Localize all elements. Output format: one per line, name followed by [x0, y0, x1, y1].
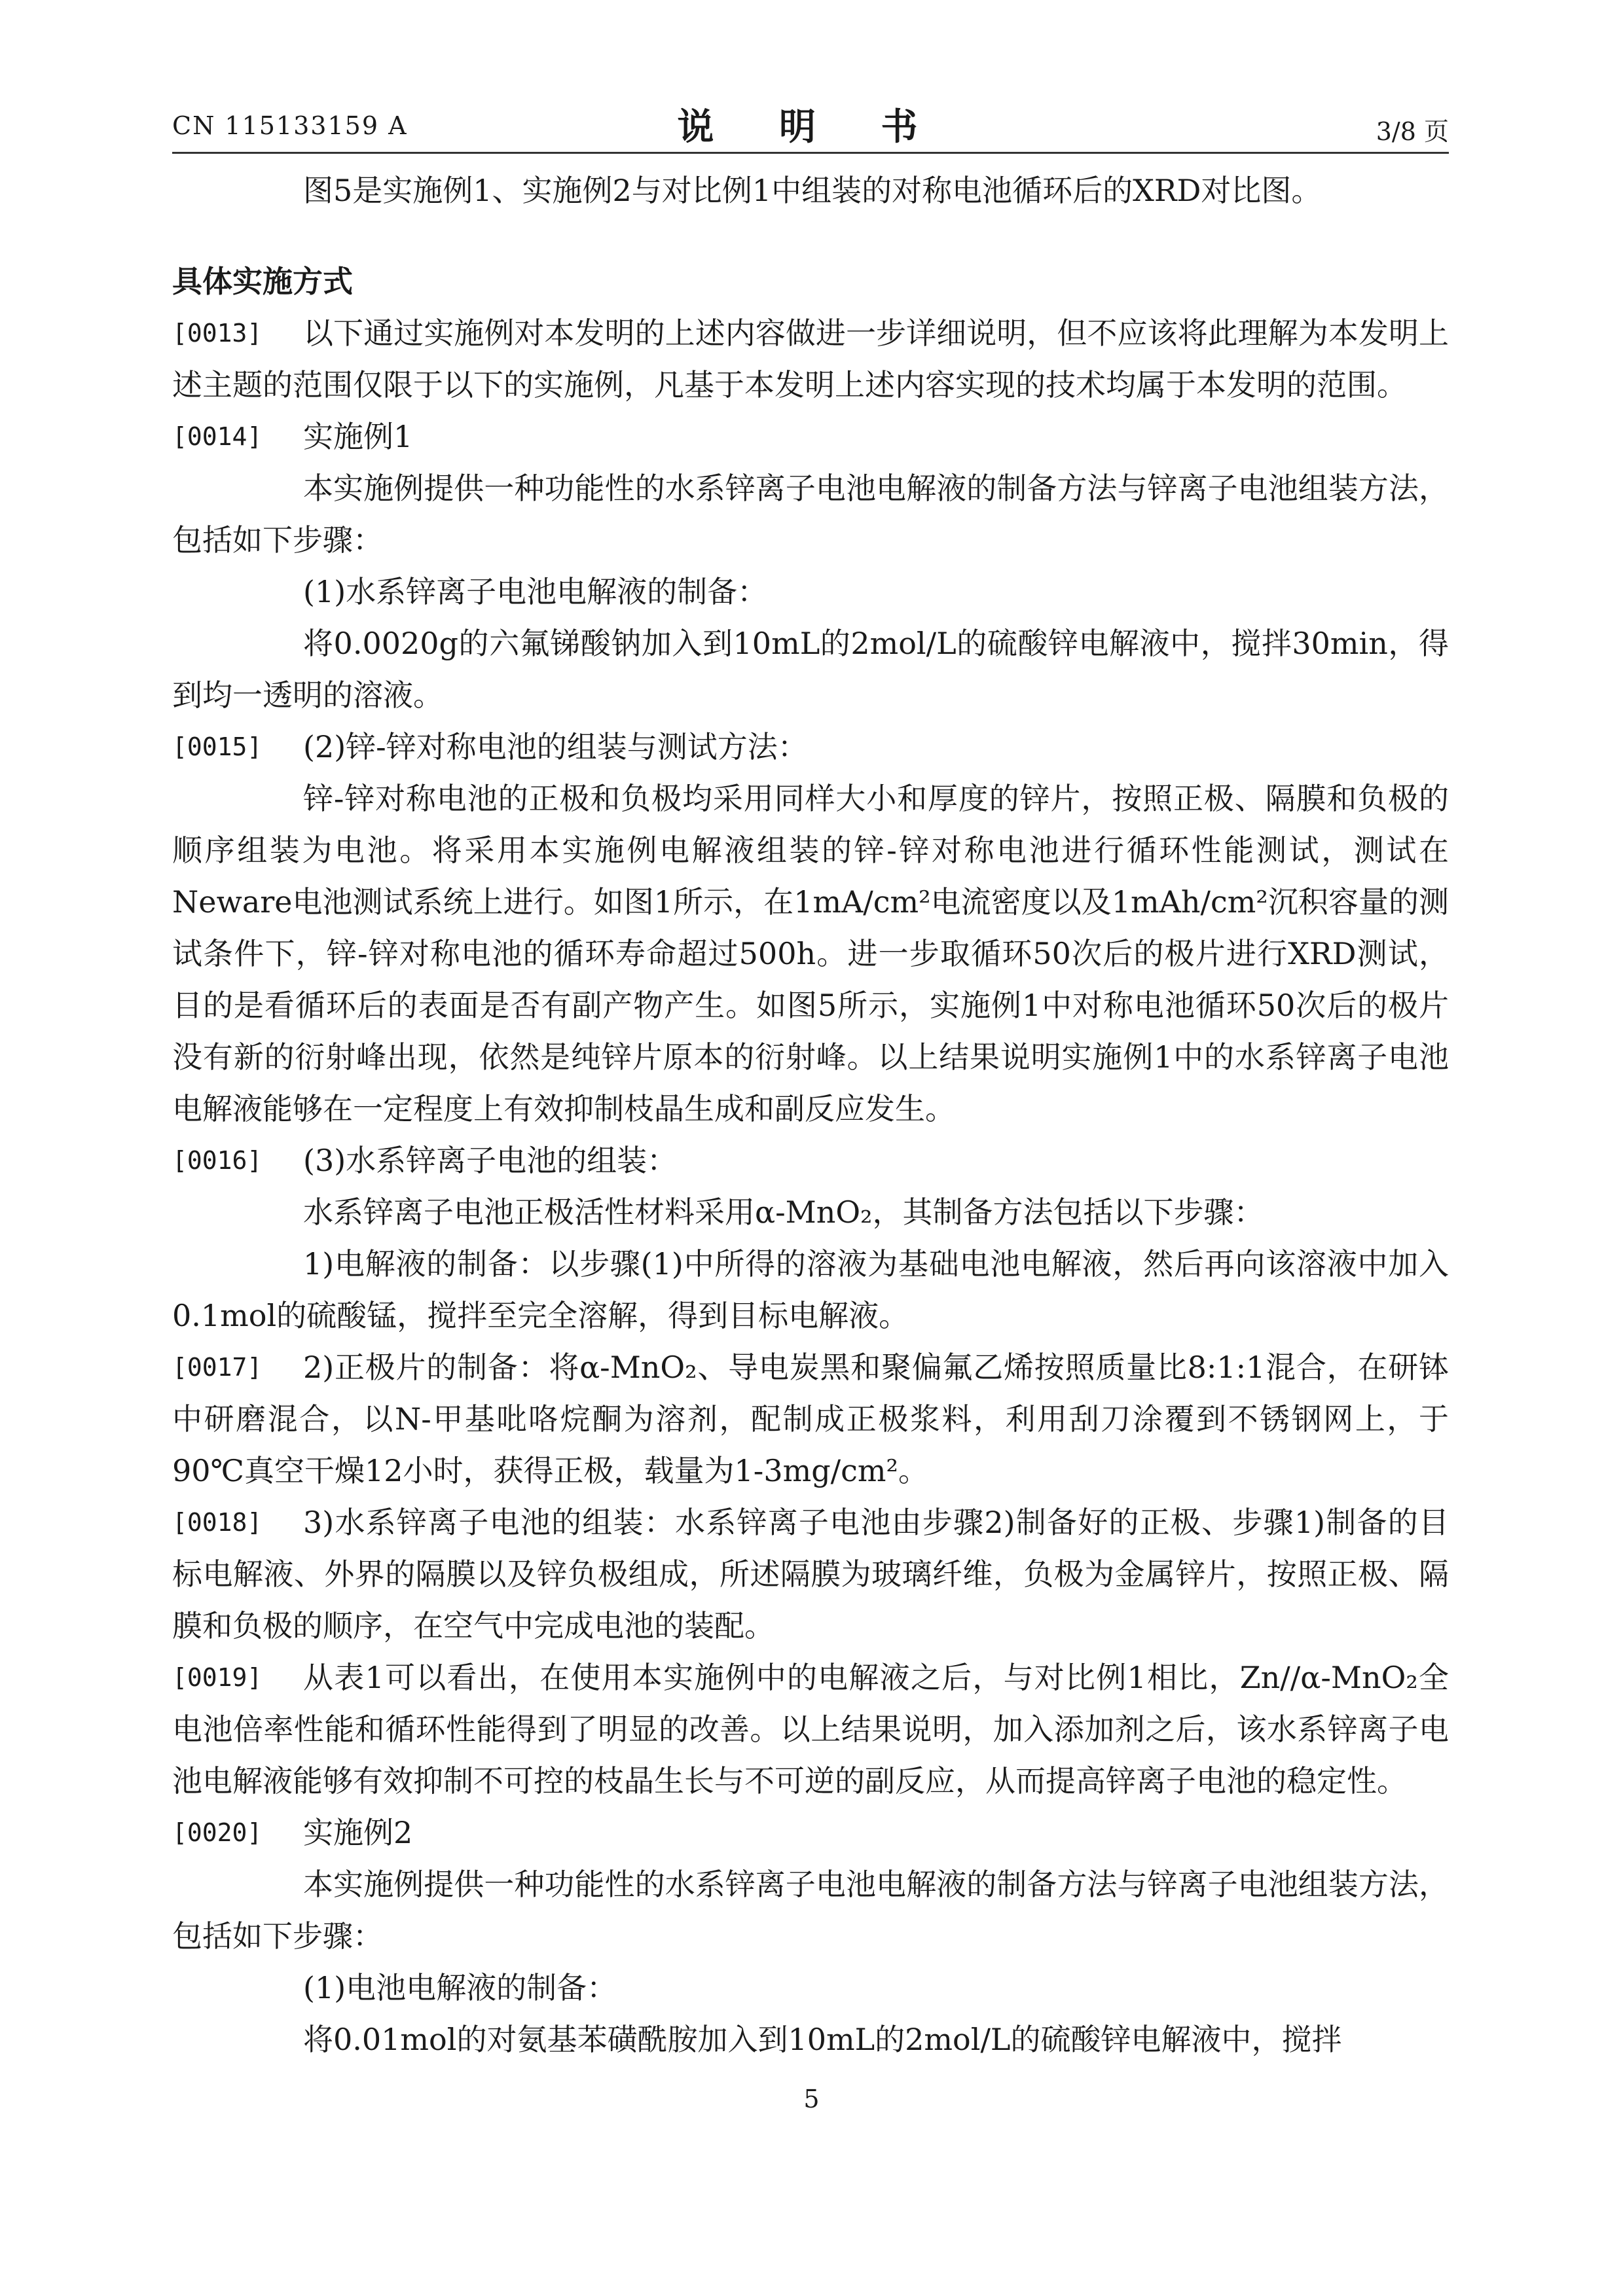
paragraph-number: [0013]: [172, 319, 263, 348]
paragraph: [172, 1187, 1449, 1238]
paragraph-text: 从表1可以看出，在使用本实施例中的电解液之后，与对比例1相比，Zn//α-MnO₂全电池倍率性能和循环性能得到了明显的改善。以上结果说明，加入添加剂之后，该水系锌离子电池电解液能够有效抑制不可控的枝晶生长与不可逆的副反应，从而提高锌离子电池的稳定性。: [172, 1660, 1449, 1799]
paragraph-number: [0015]: [172, 732, 263, 761]
paragraph-text: 图5是实施例1、实施例2与对比例1中组装的对称电池循环后的XRD对比图。: [303, 173, 1322, 208]
paragraph-number: [0016]: [172, 1146, 263, 1175]
paragraph-text: 1)电解液的制备：以步骤(1)中所得的溶液为基础电池电解液，然后再向该溶液中加入0.1mol的硫酸锰，搅拌至完全溶解，得到目标电解液。: [172, 1246, 1449, 1333]
paragraph-text: 3)水系锌离子电池的组装：水系锌离子电池由步骤2)制备好的正极、步骤1)制备的目标电解液、外界的隔膜以及锌负极组成，所述隔膜为玻璃纤维，负极为金属锌片，按照正极、隔膜和负极的顺序，在空气中完成电池的装配。: [172, 1505, 1449, 1643]
document-title: 说 明 书: [677, 105, 944, 149]
paragraph-text: 2)正极片的制备：将α-MnO₂、导电炭黑和聚偏氟乙烯按照质量比8:1:1混合，在研钵中研磨混合，以N-甲基吡咯烷酮为溶剂，配制成正极浆料，利用刮刀涂覆到不锈钢网上，于90℃真空干燥12小时，获得正极，载量为1-3mg/cm²。: [172, 1350, 1449, 1488]
paragraph: [172, 773, 1449, 1135]
page-of-total: 3/8 页: [1376, 117, 1449, 146]
header-rule: [172, 152, 1449, 154]
paragraph-number: [0017]: [172, 1353, 263, 1382]
paragraph-text: 本实施例提供一种功能性的水系锌离子电池电解液的制备方法与锌离子电池组装方法，包括如下步骤：: [172, 471, 1449, 558]
paragraph: [172, 721, 1449, 773]
paragraph-text: 水系锌离子电池正极活性材料采用α-MnO₂，其制备方法包括以下步骤：: [303, 1194, 1264, 1230]
document-body: [172, 165, 1449, 2066]
page-header: [172, 98, 1449, 151]
paragraph-text: 锌-锌对称电池的正极和负极均采用同样大小和厚度的锌片，按照正极、隔膜和负极的顺序组装为电池。将采用本实施例电解液组装的锌-锌对称电池进行循环性能测试，测试在Neware电池测试系统上进行。如图1所示，在1mA/cm²电流密度以及1mAh/cm²沉积容量的测试条件下，锌-锌对称电池的循环寿命超过500h。进一步取循环50次后的极片进行XRD测试，目的是看循环后的表面是否有副产物产生。如图5所示，实施例1中对称电池循环50次后的极片没有新的衍射峰出现，依然是纯锌片原本的衍射峰。以上结果说明实施例1中的水系锌离子电池电解液能够在一定程度上有效抑制枝晶生成和副反应发生。: [172, 781, 1449, 1126]
paragraph-number: [0018]: [172, 1508, 263, 1537]
paragraph-text: (2)锌-锌对称电池的组装与测试方法：: [303, 729, 808, 764]
paragraph-text: (1)水系锌离子电池电解液的制备：: [303, 574, 768, 609]
paragraph: [172, 1962, 1449, 2014]
section-heading: [172, 256, 1449, 308]
paragraph-text: 将0.0020g的六氟锑酸钠加入到10mL的2mol/L的硫酸锌电解液中，搅拌30min，得到均一透明的溶液。: [172, 626, 1449, 713]
paragraph-text: (3)水系锌离子电池的组装：: [303, 1143, 678, 1178]
paragraph-number: [0014]: [172, 422, 263, 451]
paragraph: [172, 165, 1449, 217]
paragraph-text: 将0.01mol的对氨基苯磺酰胺加入到10mL的2mol/L的硫酸锌电解液中，搅拌: [303, 2022, 1342, 2057]
paragraph: [172, 566, 1449, 618]
paragraph: [172, 1342, 1449, 1497]
paragraph: [172, 1652, 1449, 1807]
paragraph-text: 以下通过实施例对本发明的上述内容做进一步详细说明，但不应该将此理解为本发明上述主题的范围仅限于以下的实施例，凡基于本发明上述内容实现的技术均属于本发明的范围。: [172, 315, 1449, 403]
paragraph: [172, 1497, 1449, 1652]
paragraph-text: 实施例1: [303, 419, 413, 454]
paragraph: [172, 308, 1449, 411]
paragraph-number: [0019]: [172, 1663, 263, 1692]
paragraph: [172, 2014, 1449, 2066]
paragraph-text: 具体实施方式: [172, 264, 353, 299]
paragraph: [172, 1807, 1449, 1859]
paragraph: [172, 1859, 1449, 1962]
paragraph-number: [0020]: [172, 1818, 263, 1847]
paragraph-text: (1)电池电解液的制备：: [303, 1970, 617, 2005]
paragraph: [172, 1135, 1449, 1187]
paragraph: [172, 1238, 1449, 1342]
paragraph: [172, 463, 1449, 566]
paragraph-text: 实施例2: [303, 1815, 413, 1850]
paragraph: [172, 618, 1449, 721]
publication-number: CN 115133159 A: [172, 111, 408, 140]
paragraph: [172, 411, 1449, 463]
page-number: 5: [803, 2085, 820, 2113]
paragraph-text: 本实施例提供一种功能性的水系锌离子电池电解液的制备方法与锌离子电池组装方法，包括如下步骤：: [172, 1867, 1449, 1954]
